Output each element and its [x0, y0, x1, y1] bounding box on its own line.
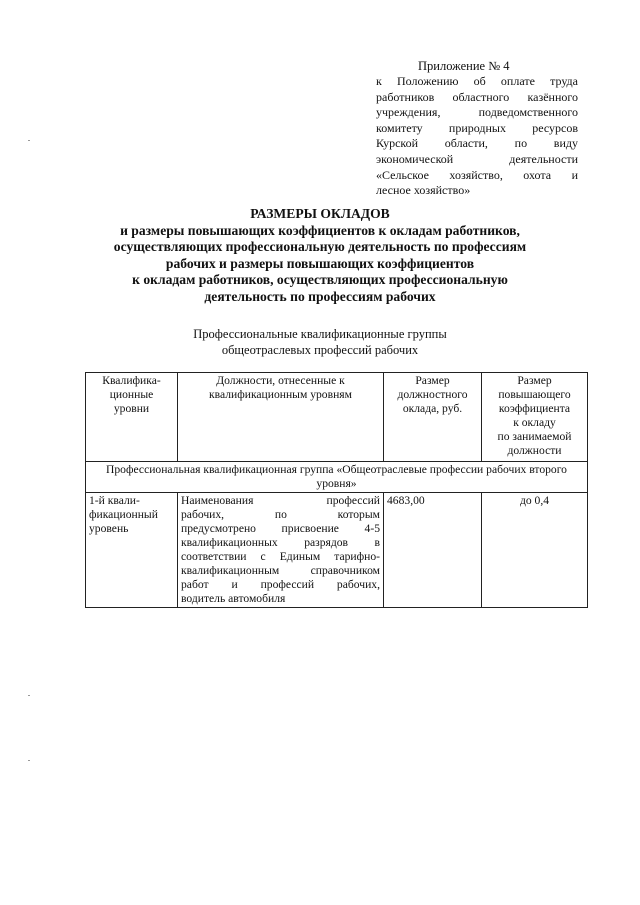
header-coefficient: Размер повышающего коэффициента к окладу по занимаемой должности — [482, 373, 588, 462]
scan-speck — [28, 760, 30, 761]
title-line: РАЗМЕРЫ ОКЛАДОВ — [250, 206, 390, 221]
subtitle-line: общеотраслевых профессий рабочих — [221, 342, 419, 357]
annex-line: работников областного казённого — [376, 89, 578, 104]
title-line: и размеры повышающих коэффициентов к окладам работников, — [120, 222, 520, 238]
title-line: рабочих и размеры повышающих коэффициентов — [165, 255, 475, 271]
annex-line: учреждения, подведомственного — [376, 105, 578, 120]
annex-line: комитету природных ресурсов — [376, 120, 578, 135]
document-title — [60, 206, 580, 306]
table-header-row — [86, 373, 588, 462]
title-line: деятельность по профессиям рабочих — [204, 288, 436, 304]
annex-line: экономической деятельности — [376, 151, 578, 166]
header-positions: Должности, отнесенные к квалификационным уровням — [178, 373, 384, 462]
title-line: к окладам работников, осуществляющих профессиональную — [132, 272, 508, 288]
position-line: квалификационным справочником — [181, 564, 380, 577]
position-line: водитель автомобиля — [181, 592, 286, 605]
cell-positions — [178, 493, 384, 608]
salary-table — [85, 372, 588, 608]
header-levels: Квалифика- ционные уровни — [86, 373, 178, 462]
position-line: предусмотрено присвоение 4-5 — [181, 522, 380, 535]
position-line: квалификационных разрядов в — [181, 536, 380, 549]
annex-line: Курской области, по виду — [376, 136, 578, 151]
cell-coefficient: до 0,4 — [482, 493, 588, 608]
header-salary: Размер должностного оклада, руб. — [384, 373, 482, 462]
subtitle-line: Профессиональные квалификационные группы — [193, 327, 447, 341]
position-line: соответствии с Единым тарифно- — [181, 550, 380, 563]
title-line: осуществляющих профессиональную деятельность по профессиям — [113, 239, 527, 255]
annex-line: лесное хозяйство» — [376, 183, 471, 198]
position-line: рабочих, по которым — [181, 508, 380, 521]
position-line: Наименования профессий — [181, 494, 380, 507]
section-subtitle — [120, 327, 520, 358]
group-title: Профессиональная квалификационная группа «Общеотраслевые профессии рабочих второго уровня» — [86, 462, 588, 493]
cell-level: 1-й квали- фикационный уровень — [86, 493, 178, 608]
position-line: работ и профессий рабочих, — [181, 578, 380, 591]
scan-speck — [28, 140, 30, 141]
group-row — [86, 462, 588, 493]
cell-salary: 4683,00 — [384, 493, 482, 608]
annex-line: к Положению об оплате труда — [376, 74, 578, 88]
table-row — [86, 493, 588, 608]
scan-speck — [28, 695, 30, 696]
annex-reference — [376, 74, 578, 199]
annex-line: «Сельское хозяйство, охота и — [376, 167, 578, 182]
annex-title: Приложение № 4 — [418, 59, 510, 73]
